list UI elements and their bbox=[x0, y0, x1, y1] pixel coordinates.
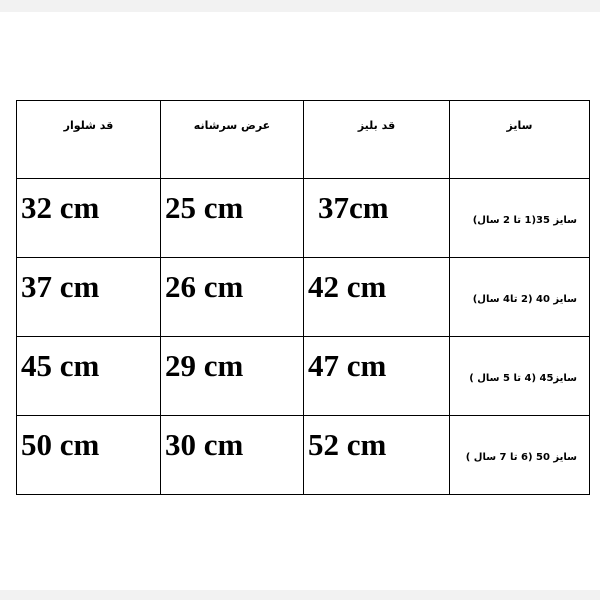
table-cell bbox=[161, 179, 304, 258]
table-row bbox=[17, 258, 590, 337]
blouse-length-value: 52 cm bbox=[308, 427, 387, 462]
table-cell bbox=[17, 258, 161, 337]
pants-length-value: 50 cm bbox=[21, 427, 100, 462]
table-cell bbox=[450, 258, 590, 337]
table-cell bbox=[304, 179, 450, 258]
pants-length-value: 32 cm bbox=[21, 190, 100, 225]
shoulder-width-value: 30 cm bbox=[165, 427, 244, 462]
table-cell bbox=[161, 416, 304, 495]
table-cell bbox=[450, 337, 590, 416]
shoulder-width-value: 29 cm bbox=[165, 348, 244, 383]
table-cell bbox=[17, 179, 161, 258]
table-row bbox=[17, 179, 590, 258]
header-cell bbox=[161, 101, 304, 179]
table-cell bbox=[161, 337, 304, 416]
blouse-length-value: 37cm bbox=[318, 190, 389, 225]
header-cell bbox=[17, 101, 161, 179]
header-size: سایز bbox=[506, 119, 533, 132]
table-cell bbox=[304, 258, 450, 337]
table-cell bbox=[17, 416, 161, 495]
table-cell bbox=[304, 416, 450, 495]
header-cell bbox=[304, 101, 450, 179]
header-pants-length: قد شلوار bbox=[63, 119, 114, 132]
top-strip bbox=[0, 0, 600, 12]
size-chart-table bbox=[16, 100, 590, 495]
table-cell bbox=[161, 258, 304, 337]
header-cell bbox=[450, 101, 590, 179]
table-cell bbox=[450, 179, 590, 258]
header-blouse-length: قد بلیز bbox=[357, 119, 396, 132]
pants-length-value: 45 cm bbox=[21, 348, 100, 383]
blouse-length-value: 47 cm bbox=[308, 348, 387, 383]
table-cell bbox=[17, 337, 161, 416]
pants-length-value: 37 cm bbox=[21, 269, 100, 304]
table-row bbox=[17, 416, 590, 495]
size-label: سایز 40 (2 تا4 سال) bbox=[472, 293, 577, 305]
size-label: سایز45 (4 تا 5 سال ) bbox=[469, 372, 577, 384]
blouse-length-value: 42 cm bbox=[308, 269, 387, 304]
table-row bbox=[17, 337, 590, 416]
bottom-strip bbox=[0, 590, 600, 600]
size-label: سایز 35(1 تا 2 سال) bbox=[472, 214, 577, 226]
header-shoulder-width: عرض سرشانه bbox=[193, 119, 271, 132]
size-label: سایز 50 (6 تا 7 سال ) bbox=[465, 451, 577, 463]
header-row bbox=[17, 101, 590, 179]
shoulder-width-value: 25 cm bbox=[165, 190, 244, 225]
table-cell bbox=[450, 416, 590, 495]
table-cell bbox=[304, 337, 450, 416]
shoulder-width-value: 26 cm bbox=[165, 269, 244, 304]
